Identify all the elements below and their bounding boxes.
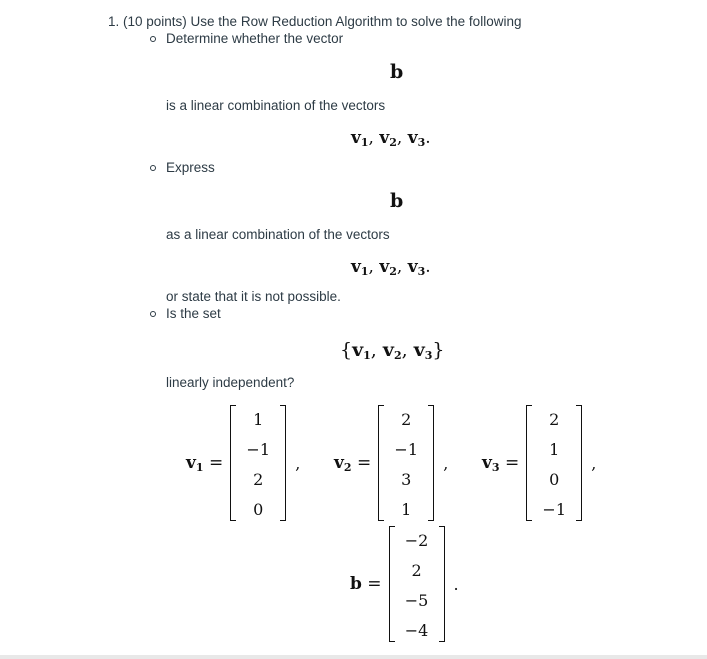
- item2-middle: as a linear combination of the vectors: [166, 227, 390, 242]
- b-entry: −2: [404, 531, 429, 550]
- matrix-v3: [527, 405, 581, 521]
- v3-entry: −1: [542, 500, 566, 519]
- problem-heading: 1. (10 points) Use the Row Reduction Algorithm to solve the following: [108, 14, 522, 29]
- item1-intro: Determine whether the vector: [166, 31, 344, 46]
- v1-entry: 2: [253, 470, 264, 489]
- item3-intro: Is the set: [166, 306, 221, 321]
- vector-v3: v3 = 2 1 0 −1 ,: [482, 405, 596, 521]
- v1-entry: 0: [253, 500, 264, 519]
- bullet-1: [150, 36, 156, 42]
- b-entry: 2: [411, 561, 422, 580]
- bullet-2: [150, 165, 156, 171]
- vector-v2: v2 = 2 −1 3 1 ,: [334, 405, 448, 521]
- v3-entry: 0: [549, 470, 560, 489]
- item2-vector-b: b: [390, 190, 404, 212]
- item1-vector-b: b: [390, 61, 404, 83]
- item2-tail: or state that it is not possible.: [166, 289, 341, 304]
- v3-entry: 2: [549, 410, 560, 429]
- item3-tail: linearly independent?: [166, 375, 295, 390]
- v2-entry: 1: [401, 500, 412, 519]
- matrix-v1: [231, 405, 285, 521]
- vector-b: b = −2 2 −5 −4 .: [350, 526, 459, 642]
- bullet-3: [150, 311, 156, 317]
- item1-vectors-list: v1, v2, v3.: [351, 128, 431, 149]
- b-entry: −5: [404, 591, 429, 610]
- item3-set: {v1, v2, v3}: [340, 339, 445, 362]
- v2-entry: −1: [394, 440, 418, 459]
- v1-entry: −1: [246, 440, 270, 459]
- v2-entry: 3: [401, 470, 412, 489]
- item1-middle: is a linear combination of the vectors: [166, 98, 386, 113]
- matrix-b: [390, 526, 444, 642]
- v2-entry: 2: [401, 410, 412, 429]
- b-entry: −4: [404, 621, 429, 640]
- bottom-divider: [0, 655, 707, 659]
- item2-vectors-list: v1, v2, v3.: [351, 257, 431, 278]
- vector-v1: v1 = 1 −1 2 0 ,: [186, 405, 300, 521]
- matrix-v2: [379, 405, 433, 521]
- item2-intro: Express: [166, 160, 215, 175]
- v1-entry: 1: [253, 410, 264, 429]
- v3-entry: 1: [549, 440, 560, 459]
